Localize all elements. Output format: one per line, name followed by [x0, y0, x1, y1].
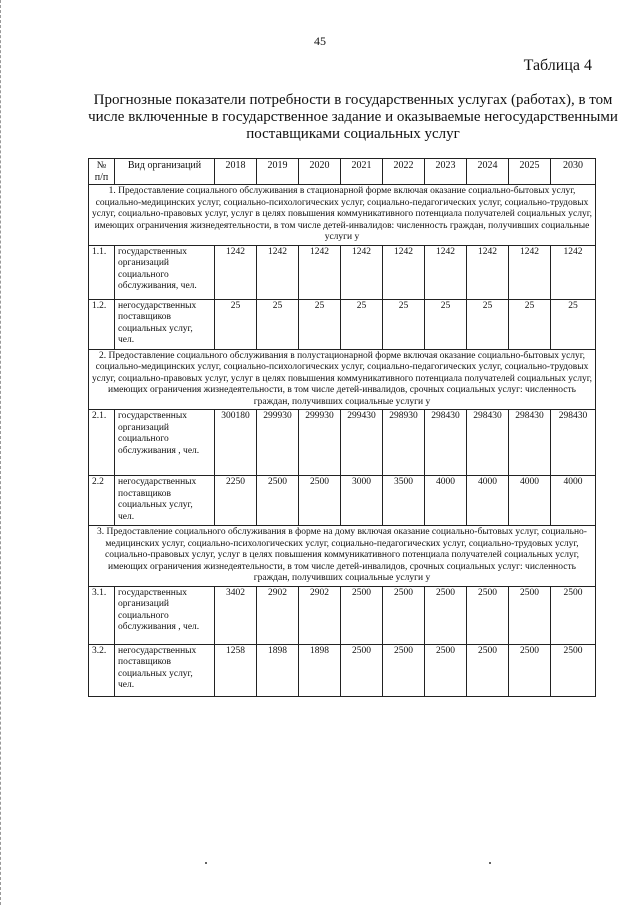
table-row — [89, 299, 596, 349]
value-cell: 2500 — [383, 586, 425, 644]
row-number: 2.1. — [89, 410, 115, 476]
organization-type: негосударственных поставщиков социальных услуг, чел. — [115, 476, 215, 526]
value-cell: 1242 — [299, 245, 341, 299]
value-cell: 1242 — [425, 245, 467, 299]
section-header-row — [89, 349, 596, 410]
value-cell: 298430 — [509, 410, 551, 476]
value-cell: 1258 — [215, 644, 257, 696]
value-cell: 1242 — [383, 245, 425, 299]
header-cell: 2030 — [551, 159, 596, 185]
organization-type: государственных организаций социального обслуживания, чел. — [115, 245, 215, 299]
table-label: Таблица 4 — [523, 57, 592, 74]
value-cell: 1242 — [215, 245, 257, 299]
section-title: 3. Предоставление социального обслуживания в форме на дому включая оказание социально-бытовых услуг, социально-медицинских услуг, социально-психологических услуг, социально-педагогических услуг, социально-трудовых услуг, социально-правовых услуг, услуг в целях повышения коммуникативного потенциала получателей социальных услуг, имеющих ограничения жизнедеятельности, в том числе детей-инвалидов, срочных социальных услуг: численность граждан, получивших социальные услуги у — [89, 526, 596, 587]
value-cell: 2902 — [257, 586, 299, 644]
page-left-edge — [0, 0, 5, 905]
row-number: 2.2 — [89, 476, 115, 526]
header-cell: 2019 — [257, 159, 299, 185]
value-cell: 1242 — [467, 245, 509, 299]
value-cell: 2902 — [299, 586, 341, 644]
row-number: 1.2. — [89, 299, 115, 349]
header-cell: 2020 — [299, 159, 341, 185]
section-title: 1. Предоставление социального обслуживания в стационарной форме включая оказание социально-бытовых услуг, социально-медицинских услуг, социально-психологических услуг, социально-педагогических услуг, социально-трудовых услуг, социально-правовых услуг, услуг в целях повышения коммуникативного потенциала получателей социальных услуг, имеющих ограничения жизнедеятельности, в том числе детей-инвалидов: численность граждан, получивших социальные услуги у — [89, 185, 596, 246]
table-row — [89, 245, 596, 299]
value-cell: 2500 — [383, 644, 425, 696]
table-row — [89, 586, 596, 644]
value-cell: 1898 — [299, 644, 341, 696]
document-title: Прогнозные показатели потребности в государственных услугах (работах), в том числе включенные в государственное задание и оказываемые негосударственными поставщиками социальных услуг — [88, 92, 618, 142]
table-header-row — [89, 159, 596, 185]
header-cell: 2025 — [509, 159, 551, 185]
value-cell: 1242 — [257, 245, 299, 299]
value-cell: 25 — [299, 299, 341, 349]
organization-type: негосударственных поставщиков социальных услуг, чел. — [115, 644, 215, 696]
row-number: 3.1. — [89, 586, 115, 644]
value-cell: 3000 — [341, 476, 383, 526]
value-cell: 25 — [383, 299, 425, 349]
value-cell: 299930 — [257, 410, 299, 476]
scan-speck — [205, 862, 207, 864]
value-cell: 2500 — [467, 644, 509, 696]
value-cell: 298430 — [467, 410, 509, 476]
row-number: 1.1. — [89, 245, 115, 299]
header-cell: 2023 — [425, 159, 467, 185]
value-cell: 3402 — [215, 586, 257, 644]
value-cell: 298930 — [383, 410, 425, 476]
value-cell: 1242 — [341, 245, 383, 299]
value-cell: 25 — [509, 299, 551, 349]
value-cell: 2500 — [257, 476, 299, 526]
value-cell: 25 — [257, 299, 299, 349]
section-header-row — [89, 526, 596, 587]
header-cell: 2018 — [215, 159, 257, 185]
value-cell: 1242 — [551, 245, 596, 299]
organization-type: государственных организаций социального обслуживания , чел. — [115, 586, 215, 644]
value-cell: 2500 — [425, 644, 467, 696]
value-cell: 2500 — [509, 644, 551, 696]
value-cell: 299430 — [341, 410, 383, 476]
value-cell: 2500 — [551, 586, 596, 644]
value-cell: 300180 — [215, 410, 257, 476]
value-cell: 25 — [425, 299, 467, 349]
value-cell: 1242 — [509, 245, 551, 299]
value-cell: 4000 — [467, 476, 509, 526]
section-header-row — [89, 185, 596, 246]
value-cell: 25 — [467, 299, 509, 349]
forecast-table — [88, 158, 596, 697]
table-row — [89, 410, 596, 476]
page-number: 45 — [314, 34, 326, 48]
value-cell: 2500 — [425, 586, 467, 644]
value-cell: 25 — [215, 299, 257, 349]
value-cell: 4000 — [551, 476, 596, 526]
value-cell: 25 — [551, 299, 596, 349]
value-cell: 298430 — [551, 410, 596, 476]
value-cell: 2500 — [509, 586, 551, 644]
value-cell: 2500 — [467, 586, 509, 644]
organization-type: государственных организаций социального обслуживания , чел. — [115, 410, 215, 476]
value-cell: 2500 — [341, 644, 383, 696]
table-row — [89, 476, 596, 526]
header-cell: 2024 — [467, 159, 509, 185]
value-cell: 3500 — [383, 476, 425, 526]
header-cell: 2022 — [383, 159, 425, 185]
value-cell: 2500 — [299, 476, 341, 526]
organization-type: негосударственных поставщиков социальных услуг, чел. — [115, 299, 215, 349]
table-row — [89, 644, 596, 696]
value-cell: 299930 — [299, 410, 341, 476]
value-cell: 4000 — [425, 476, 467, 526]
value-cell: 2250 — [215, 476, 257, 526]
section-title: 2. Предоставление социального обслуживания в полустационарной форме включая оказание социально-бытовых услуг, социально-медицинских услуг, социально-психологических услуг, социально-педагогических услуг, социально-трудовых услуг, социально-правовых услуг, услуг в целях повышения коммуникативного потенциала получателей социальных услуг, имеющих ограничения жизнедеятельности, в том числе детей-инвалидов, срочных социальных услуг: численность граждан, получивших социальные услуги у — [89, 349, 596, 410]
header-cell: Вид организаций — [115, 159, 215, 185]
value-cell: 2500 — [341, 586, 383, 644]
value-cell: 1898 — [257, 644, 299, 696]
header-cell: 2021 — [341, 159, 383, 185]
scan-speck — [489, 862, 491, 864]
value-cell: 298430 — [425, 410, 467, 476]
header-cell: № п/п — [89, 159, 115, 185]
row-number: 3.2. — [89, 644, 115, 696]
value-cell: 4000 — [509, 476, 551, 526]
value-cell: 2500 — [551, 644, 596, 696]
value-cell: 25 — [341, 299, 383, 349]
